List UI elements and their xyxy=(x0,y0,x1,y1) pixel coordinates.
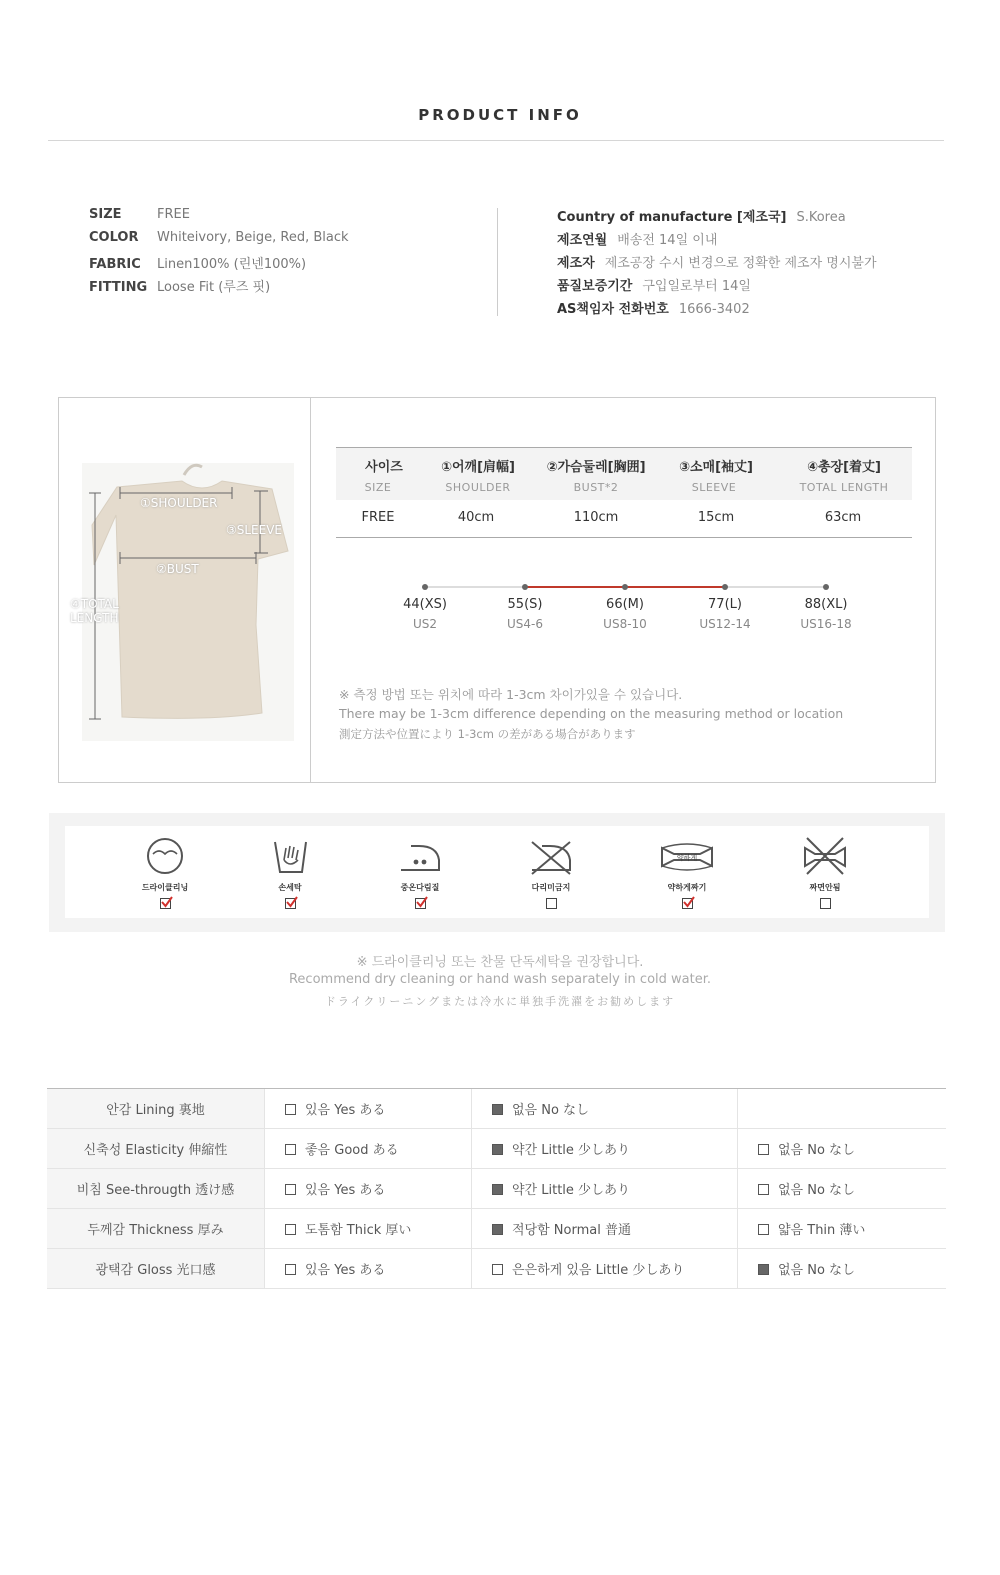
attr-row-gloss xyxy=(47,1249,946,1289)
attr-empty-cell xyxy=(738,1089,947,1129)
attr-checkbox[interactable] xyxy=(285,1144,296,1155)
size-scale-line xyxy=(415,580,835,594)
attr-option-text: 있음 Yes ある xyxy=(305,1183,386,1198)
mfg-label: AS책임자 전화번호 xyxy=(557,302,669,317)
mfg-value: 제조공장 수시 변경으로 정확한 제조자 명시불가 xyxy=(604,256,877,271)
attr-checkbox[interactable] xyxy=(285,1224,296,1235)
spec-value: Linen100% (린넨100%) xyxy=(157,257,307,272)
bust-value: 110cm xyxy=(573,510,619,525)
spec-size xyxy=(89,207,349,230)
attr-checkbox[interactable] xyxy=(758,1264,769,1275)
attr-option-text: 은은하게 있음 Little 少しあり xyxy=(512,1263,685,1278)
mfg-value: S.Korea xyxy=(796,210,846,225)
scale-dot xyxy=(522,584,528,590)
mfg-value: 1666-3402 xyxy=(678,302,750,317)
attr-option[interactable] xyxy=(472,1089,738,1129)
spec-list xyxy=(89,207,349,299)
attr-option[interactable] xyxy=(472,1169,738,1209)
spec-color xyxy=(89,230,349,253)
wash-iron xyxy=(372,836,468,912)
attr-option-text: 약간 Little 少しあり xyxy=(512,1183,631,1198)
attr-option-text: 있음 Yes ある xyxy=(305,1263,386,1278)
wash-no-iron xyxy=(503,836,599,912)
attr-option[interactable] xyxy=(265,1249,472,1289)
spec-value: FREE xyxy=(157,207,190,222)
wash-label: 드라이클리닝 xyxy=(141,883,189,892)
attr-option[interactable] xyxy=(472,1249,738,1289)
size-value: FREE xyxy=(361,510,395,525)
attr-option[interactable] xyxy=(472,1209,738,1249)
wash-label: 짜면안됨 xyxy=(809,883,841,892)
spec-divider xyxy=(497,208,498,316)
attr-label: 신축성 Elasticity 伸縮性 xyxy=(47,1129,265,1169)
attr-option[interactable] xyxy=(472,1129,738,1169)
manufacture-list xyxy=(557,206,877,321)
attr-checkbox[interactable] xyxy=(492,1144,503,1155)
attr-label: 안감 Lining 裏地 xyxy=(47,1089,265,1129)
mfg-value: 구입일로부터 14일 xyxy=(642,279,751,294)
attr-option[interactable] xyxy=(738,1129,947,1169)
svg-text:약하게: 약하게 xyxy=(676,854,698,862)
wash-note-en: Recommend dry cleaning or hand wash separately in cold water. xyxy=(288,972,711,987)
spec-label: FABRIC xyxy=(89,257,141,272)
wash-checkbox[interactable] xyxy=(820,898,831,909)
wash-hand xyxy=(242,836,338,912)
sleeve-value: 15cm xyxy=(697,510,735,525)
size-box-divider xyxy=(310,398,311,782)
attr-option-text: 도톰함 Thick 厚い xyxy=(305,1223,412,1238)
wash-no-wring xyxy=(777,836,873,912)
attr-checkbox[interactable] xyxy=(492,1224,503,1235)
bust-label: ②BUST xyxy=(156,562,199,576)
wash-label: 약하게짜기 xyxy=(667,883,707,892)
shoulder-col-head: ①어깨[肩幅] xyxy=(440,460,515,475)
wash-checkbox[interactable] xyxy=(160,898,171,909)
attr-option-text: 없음 No なし xyxy=(778,1143,856,1158)
scale-dot xyxy=(722,584,728,590)
attr-option[interactable] xyxy=(265,1089,472,1129)
scale-us-xs: US2 xyxy=(412,617,438,631)
check-icon xyxy=(416,896,428,908)
attr-option-text: 약간 Little 少しあり xyxy=(512,1143,631,1158)
shoulder-label: ①SHOULDER xyxy=(140,496,218,510)
mfg-label: 품질보증기간 xyxy=(557,279,633,294)
attr-checkbox[interactable] xyxy=(758,1184,769,1195)
scale-us-s: US4-6 xyxy=(507,617,543,631)
scale-us-l: US12-14 xyxy=(699,617,751,631)
iron-medium-icon xyxy=(397,836,443,876)
attr-option[interactable] xyxy=(738,1169,947,1209)
gentle-wring-icon xyxy=(658,836,716,876)
scale-size-l: 77(L) xyxy=(708,597,742,612)
attr-option-text: 없음 No なし xyxy=(778,1263,856,1278)
wash-checkbox[interactable] xyxy=(415,898,426,909)
attr-checkbox[interactable] xyxy=(758,1224,769,1235)
scale-size-s: 55(S) xyxy=(507,597,543,612)
scale-us-xl: US16-18 xyxy=(800,617,852,631)
total-col-sub: TOTAL LENGTH xyxy=(799,481,889,494)
total-label-line1: ④TOTAL xyxy=(70,597,119,611)
attr-option[interactable] xyxy=(738,1249,947,1289)
spec-label: SIZE xyxy=(89,207,122,222)
scale-dot xyxy=(823,584,829,590)
spec-value: Loose Fit (루즈 핏) xyxy=(157,280,271,295)
measure-note-en: There may be 1-3cm difference depending on the measuring method or location xyxy=(339,706,844,721)
spec-label: FITTING xyxy=(89,280,148,295)
attr-option-text: 얇음 Thin 薄い xyxy=(778,1223,866,1238)
mfg-maker xyxy=(557,252,877,275)
attr-option[interactable] xyxy=(265,1209,472,1249)
spec-fabric xyxy=(89,253,349,276)
total-col-head: ④총장[着丈] xyxy=(806,460,881,475)
no-iron-icon xyxy=(528,836,574,876)
mfg-warranty xyxy=(557,275,877,298)
page-title: PRODUCT INFO xyxy=(418,106,582,124)
attr-label: 두께감 Thickness 厚み xyxy=(47,1209,265,1249)
dry-clean-icon xyxy=(145,836,185,876)
attr-row-lining xyxy=(47,1089,946,1129)
shoulder-col-sub: SHOULDER xyxy=(445,481,511,494)
spec-value: Whiteivory, Beige, Red, Black xyxy=(157,230,349,245)
spec-label: COLOR xyxy=(89,230,139,245)
wash-label: 중온다림질 xyxy=(400,883,440,892)
attr-option[interactable] xyxy=(738,1209,947,1249)
scale-dot xyxy=(422,584,428,590)
size-table-bottom-rule xyxy=(336,537,912,538)
attr-checkbox[interactable] xyxy=(492,1184,503,1195)
attr-label: 비침 See-througth 透け感 xyxy=(47,1169,265,1209)
mfg-as-phone xyxy=(557,298,877,321)
attr-row-see-through xyxy=(47,1169,946,1209)
wash-label: 다리미금지 xyxy=(531,883,571,892)
mfg-value: 배송전 14일 이내 xyxy=(617,233,718,248)
attr-checkbox[interactable] xyxy=(492,1104,503,1115)
measure-note-ja: 測定方法や位置により 1-3cm の差がある場合があります xyxy=(339,727,636,741)
wash-note-ja: ドライクリーニングまたは冷水に単独手洗濯をお勧めします xyxy=(324,995,676,1008)
size-col-sub: SIZE xyxy=(364,481,392,494)
wash-checkbox[interactable] xyxy=(682,898,693,909)
title-divider xyxy=(48,140,944,141)
mfg-label: Country of manufacture [제조국] xyxy=(557,210,787,225)
wash-label: 손세탁 xyxy=(278,883,302,892)
wash-dry-clean xyxy=(117,836,213,912)
attr-checkbox[interactable] xyxy=(285,1184,296,1195)
bust-col-head: ②가슴둘레[胸囲] xyxy=(546,460,646,475)
shoulder-value: 40cm xyxy=(457,510,495,525)
attr-option-text: 적당함 Normal 普通 xyxy=(512,1223,631,1238)
total-length-label xyxy=(70,597,119,625)
mfg-label: 제조연월 xyxy=(557,233,608,248)
mfg-country xyxy=(557,206,877,229)
wash-checkbox[interactable] xyxy=(546,898,557,909)
attr-checkbox[interactable] xyxy=(758,1144,769,1155)
attr-row-thickness xyxy=(47,1209,946,1249)
mfg-date xyxy=(557,229,877,252)
attr-row-elasticity xyxy=(47,1129,946,1169)
sleeve-label: ③SLEEVE xyxy=(226,523,283,537)
hand-wash-icon xyxy=(270,836,310,876)
check-icon xyxy=(161,896,173,908)
scale-us-m: US8-10 xyxy=(603,617,647,631)
attr-option-text: 없음 No なし xyxy=(778,1183,856,1198)
sleeve-col-sub: SLEEVE xyxy=(691,481,737,494)
check-icon xyxy=(286,896,298,908)
spec-fitting xyxy=(89,276,349,299)
wash-gentle-wring xyxy=(639,836,735,912)
bust-col-sub: BUST*2 xyxy=(573,481,619,494)
attr-checkbox[interactable] xyxy=(285,1104,296,1115)
no-wring-icon xyxy=(801,836,849,876)
scale-size-xs: 44(XS) xyxy=(403,597,447,612)
attr-checkbox[interactable] xyxy=(285,1264,296,1275)
wash-checkbox[interactable] xyxy=(285,898,296,909)
scale-size-xl: 88(XL) xyxy=(804,597,848,612)
check-icon xyxy=(683,896,695,908)
sleeve-col-head: ③소매[袖丈] xyxy=(678,460,753,475)
attr-label: 광택감 Gloss 光口感 xyxy=(47,1249,265,1289)
scale-dot xyxy=(622,584,628,590)
wash-note-ko: ※ 드라이클리닝 또는 찬물 단독세탁을 권장합니다. xyxy=(356,955,644,970)
scale-size-m: 66(M) xyxy=(606,597,644,612)
attr-option-text: 없음 No なし xyxy=(512,1103,590,1118)
measure-note-ko: ※ 측정 방법 또는 위치에 따라 1-3cm 차이가있을 수 있습니다. xyxy=(339,687,683,702)
attr-option-text: 좋음 Good ある xyxy=(305,1143,399,1158)
attr-option[interactable] xyxy=(265,1169,472,1209)
total-value: 63cm xyxy=(824,510,862,525)
fabric-attribute-table xyxy=(47,1088,946,1289)
attr-checkbox[interactable] xyxy=(492,1264,503,1275)
total-label-line2: LENGTH xyxy=(70,611,119,625)
mfg-label: 제조자 xyxy=(557,256,595,271)
attr-option-text: 있음 Yes ある xyxy=(305,1103,386,1118)
attr-option[interactable] xyxy=(265,1129,472,1169)
size-col-head: 사이즈 xyxy=(365,460,403,475)
